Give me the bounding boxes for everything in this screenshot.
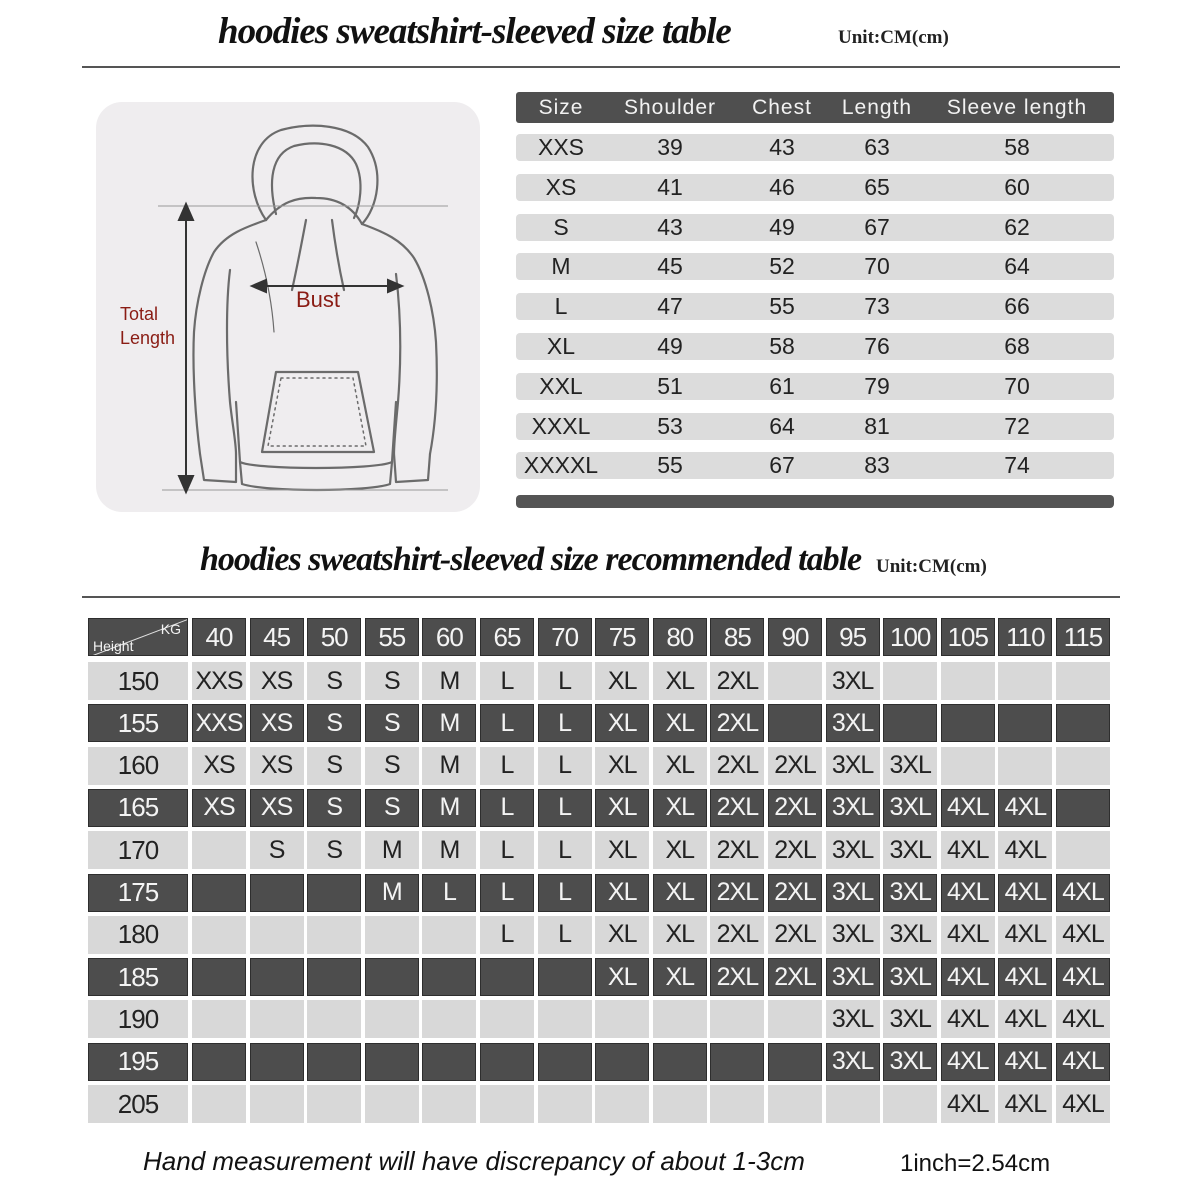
cell-chest: 43 [769, 134, 795, 160]
cell-chest: 64 [769, 412, 795, 439]
size-cell [192, 958, 246, 996]
cell-chest: 61 [769, 372, 795, 399]
kg-header: 60 [422, 618, 476, 656]
size-cell: XL [595, 704, 649, 742]
table-row [516, 174, 1114, 201]
size-cell [307, 874, 361, 912]
size-cell: M [422, 831, 476, 869]
size-cell [826, 1085, 880, 1123]
height-cell: 160 [88, 747, 188, 785]
size-cell: S [365, 704, 419, 742]
table-row [516, 333, 1114, 360]
size-cell: XL [653, 747, 707, 785]
table-row [516, 293, 1114, 320]
kg-header: 115 [1056, 618, 1110, 656]
size-cell: M [365, 831, 419, 869]
cell-length: 63 [864, 134, 890, 160]
cell-size: XS [545, 173, 577, 200]
size-cell [192, 1043, 246, 1081]
size-cell: 4XL [941, 916, 995, 954]
size-cell [250, 1085, 304, 1123]
size-cell: L [538, 747, 592, 785]
table-corner [88, 618, 188, 656]
size-cell [768, 704, 822, 742]
size-cell [250, 916, 304, 954]
size-cell: 2XL [710, 662, 764, 700]
height-cell: 185 [88, 958, 188, 996]
size-cell: XL [653, 958, 707, 996]
size-cell: 2XL [710, 958, 764, 996]
size-cell: M [365, 874, 419, 912]
size-cell: 2XL [768, 916, 822, 954]
size-cell: 4XL [941, 874, 995, 912]
size-cell: M [422, 747, 476, 785]
height-cell: 195 [88, 1043, 188, 1081]
size-cell: XL [653, 831, 707, 869]
size-cell: L [480, 874, 534, 912]
cell-size: XXXL [531, 412, 591, 439]
size-cell: XL [653, 874, 707, 912]
size-cell: M [422, 789, 476, 827]
size-cell [365, 916, 419, 954]
size-cell: XL [595, 831, 649, 869]
size-cell: L [480, 747, 534, 785]
size-cell: 3XL [826, 662, 880, 700]
cell-length: 73 [864, 293, 890, 320]
kg-header: 105 [941, 618, 995, 656]
size-cell: XS [192, 747, 246, 785]
cell-shoulder: 41 [657, 173, 683, 200]
size-cell [998, 662, 1052, 700]
header-size: Size [538, 95, 584, 119]
size-cell: 4XL [1056, 1043, 1110, 1081]
size-cell: S [307, 704, 361, 742]
size-cell: L [422, 874, 476, 912]
kg-header: 75 [595, 618, 649, 656]
size-cell: 4XL [998, 1085, 1052, 1123]
size-cell: 3XL [826, 958, 880, 996]
size-cell: 4XL [1056, 874, 1110, 912]
size-cell: S [250, 831, 304, 869]
size-cell: L [480, 662, 534, 700]
cell-sleeve-length: 68 [1004, 333, 1030, 359]
size-cell [480, 958, 534, 996]
size-cell: XS [250, 662, 304, 700]
size-cell: XS [250, 747, 304, 785]
size-cell: 3XL [883, 1043, 937, 1081]
cell-shoulder: 45 [657, 253, 683, 280]
height-cell: 155 [88, 704, 188, 742]
size-cell [192, 874, 246, 912]
size-cell: 3XL [826, 831, 880, 869]
size-cell [307, 916, 361, 954]
size-cell [595, 1000, 649, 1038]
cell-chest: 52 [769, 253, 795, 280]
size-cell: L [480, 831, 534, 869]
size-table-header [516, 92, 1114, 123]
size-cell [422, 1000, 476, 1038]
size-cell [422, 1085, 476, 1123]
size-cell [538, 1000, 592, 1038]
size-cell [883, 662, 937, 700]
size-cell: S [307, 789, 361, 827]
size-cell [1056, 831, 1110, 869]
size-cell: 4XL [998, 1000, 1052, 1038]
size-cell [192, 831, 246, 869]
size-cell: 3XL [883, 916, 937, 954]
size-cell: L [538, 662, 592, 700]
size-cell: XS [192, 789, 246, 827]
size-cell [307, 1000, 361, 1038]
table-row [516, 373, 1114, 400]
height-cell: 150 [88, 662, 188, 700]
cell-sleeve-length: 60 [1004, 173, 1030, 200]
size-cell [595, 1043, 649, 1081]
total-length-label-line1: Total [120, 304, 159, 324]
size-cell [595, 1085, 649, 1123]
size-cell: S [365, 789, 419, 827]
size-cell [538, 1043, 592, 1081]
size-cell [998, 747, 1052, 785]
size-cell: 4XL [998, 916, 1052, 954]
divider [82, 66, 1120, 68]
cell-length: 76 [864, 333, 890, 359]
size-cell: XXS [192, 704, 246, 742]
cell-sleeve-length: 58 [1004, 134, 1030, 160]
size-cell: XS [250, 789, 304, 827]
size-cell: XL [653, 704, 707, 742]
size-cell: 4XL [998, 831, 1052, 869]
size-cell: XL [595, 747, 649, 785]
size-cell: 3XL [826, 1000, 880, 1038]
cell-sleeve-length: 66 [1004, 293, 1030, 320]
inch-conversion: 1inch=2.54cm [900, 1150, 1051, 1177]
size-cell: 2XL [710, 831, 764, 869]
cell-shoulder: 39 [657, 134, 683, 160]
size-cell: 4XL [1056, 1085, 1110, 1123]
size-cell [422, 916, 476, 954]
size-cell: XL [653, 916, 707, 954]
size-cell: 2XL [710, 789, 764, 827]
cell-chest: 67 [769, 452, 795, 479]
size-cell: L [480, 704, 534, 742]
size-cell: 2XL [710, 916, 764, 954]
table-row [516, 134, 1114, 161]
kg-header: 40 [192, 618, 246, 656]
kg-header: 110 [998, 618, 1052, 656]
size-cell [710, 1000, 764, 1038]
table-row [516, 413, 1114, 440]
size-cell: 4XL [1056, 958, 1110, 996]
cell-sleeve-length: 74 [1004, 452, 1030, 479]
kg-header: 50 [307, 618, 361, 656]
size-cell: S [365, 662, 419, 700]
size-cell: M [422, 704, 476, 742]
size-cell: XS [250, 704, 304, 742]
cell-sleeve-length: 62 [1004, 213, 1030, 240]
height-cell: 180 [88, 916, 188, 954]
cell-shoulder: 49 [657, 333, 683, 359]
size-cell: 4XL [1056, 916, 1110, 954]
cell-sleeve-length: 72 [1004, 412, 1030, 439]
cell-size: XL [546, 333, 576, 359]
size-cell: XL [595, 662, 649, 700]
size-cell [941, 704, 995, 742]
size-cell: 3XL [883, 958, 937, 996]
size-cell: 4XL [998, 958, 1052, 996]
total-length-label-line2: Length [120, 328, 176, 348]
size-cell [480, 1000, 534, 1038]
size-cell [653, 1000, 707, 1038]
kg-header: 90 [768, 618, 822, 656]
size-cell [653, 1085, 707, 1123]
size-cell: 4XL [941, 1043, 995, 1081]
size-cell [192, 1000, 246, 1038]
size-cell: S [307, 831, 361, 869]
size-cell: XXS [192, 662, 246, 700]
size-cell [941, 662, 995, 700]
size-cell: XL [653, 662, 707, 700]
size-cell [192, 1085, 246, 1123]
size-cell: 3XL [883, 1000, 937, 1038]
size-cell [653, 1043, 707, 1081]
size-cell: 2XL [710, 704, 764, 742]
size-cell: 4XL [998, 874, 1052, 912]
recommend-table-title: hoodies sweatshirt-sleeved size recommended table [200, 541, 862, 578]
size-cell: L [480, 916, 534, 954]
size-cell: L [538, 916, 592, 954]
size-table-title: hoodies sweatshirt-sleeved size table [218, 11, 731, 52]
height-cell: 165 [88, 789, 188, 827]
header-length: Length [841, 95, 913, 119]
cell-length: 67 [864, 213, 890, 240]
size-cell: 2XL [710, 874, 764, 912]
cell-length: 83 [864, 452, 890, 479]
hoodie-illustration-panel [96, 102, 480, 512]
size-cell [768, 1043, 822, 1081]
kg-label: KG [160, 621, 181, 637]
size-cell [768, 1000, 822, 1038]
cell-chest: 58 [769, 333, 795, 359]
size-cell [250, 874, 304, 912]
table-row [516, 253, 1114, 280]
height-label: Height [93, 638, 134, 654]
cell-shoulder: 53 [657, 412, 683, 439]
size-cell: 4XL [1056, 1000, 1110, 1038]
size-cell: L [480, 789, 534, 827]
size-cell: XL [595, 916, 649, 954]
cell-size: L [554, 293, 568, 320]
size-cell: 3XL [826, 747, 880, 785]
cell-size: XXS [537, 134, 585, 160]
cell-length: 65 [864, 173, 890, 200]
kg-header: 85 [710, 618, 764, 656]
cell-chest: 46 [769, 173, 795, 200]
size-cell [768, 662, 822, 700]
size-cell: 4XL [941, 831, 995, 869]
cell-chest: 49 [769, 213, 795, 240]
size-cell: 2XL [768, 789, 822, 827]
kg-header: 65 [480, 618, 534, 656]
size-cell [710, 1043, 764, 1081]
height-cell: 205 [88, 1085, 188, 1123]
size-cell: XL [595, 958, 649, 996]
cell-length: 79 [864, 372, 890, 399]
size-cell: XL [595, 874, 649, 912]
header-sleeve-length: Sleeve length [946, 95, 1088, 119]
header-chest: Chest [752, 95, 812, 119]
recommend-table-unit: Unit:CM(cm) [876, 556, 987, 577]
cell-shoulder: 47 [657, 293, 683, 320]
size-cell [480, 1043, 534, 1081]
cell-size: S [553, 213, 569, 240]
cell-length: 70 [864, 253, 890, 280]
size-cell: 3XL [883, 747, 937, 785]
size-cell: 2XL [768, 958, 822, 996]
size-cell: S [307, 662, 361, 700]
size-cell [538, 958, 592, 996]
size-cell: 4XL [941, 1085, 995, 1123]
kg-header: 70 [538, 618, 592, 656]
size-cell: XL [653, 789, 707, 827]
size-cell [422, 1043, 476, 1081]
size-cell: 4XL [941, 789, 995, 827]
size-cell [998, 704, 1052, 742]
size-cell [307, 1085, 361, 1123]
size-cell: 2XL [768, 831, 822, 869]
cell-sleeve-length: 70 [1004, 372, 1030, 399]
size-cell: M [422, 662, 476, 700]
cell-size: XXXXL [523, 452, 599, 479]
height-cell: 175 [88, 874, 188, 912]
size-cell: 2XL [710, 747, 764, 785]
size-cell: L [538, 831, 592, 869]
size-cell: 2XL [768, 747, 822, 785]
size-cell: S [307, 747, 361, 785]
size-cell [1056, 747, 1110, 785]
size-table-unit: Unit:CM(cm) [838, 27, 949, 48]
divider [82, 596, 1120, 598]
size-cell: L [538, 704, 592, 742]
size-cell: 3XL [826, 1043, 880, 1081]
size-cell [538, 1085, 592, 1123]
size-cell [365, 1085, 419, 1123]
size-cell [192, 916, 246, 954]
cell-size: XXL [539, 372, 583, 399]
size-cell: 3XL [826, 704, 880, 742]
size-cell [883, 704, 937, 742]
size-cell [883, 1085, 937, 1123]
size-cell: 2XL [768, 874, 822, 912]
cell-size: M [551, 253, 571, 280]
size-cell [250, 1000, 304, 1038]
size-cell [941, 747, 995, 785]
size-cell [480, 1085, 534, 1123]
kg-header: 45 [250, 618, 304, 656]
header-shoulder: Shoulder [623, 95, 717, 119]
height-cell: 170 [88, 831, 188, 869]
kg-header: 80 [653, 618, 707, 656]
size-cell [422, 958, 476, 996]
size-cell: 3XL [826, 874, 880, 912]
size-cell [1056, 789, 1110, 827]
size-cell [710, 1085, 764, 1123]
size-cell [250, 1043, 304, 1081]
measurement-note: Hand measurement will have discrepancy of about 1-3cm [143, 1146, 805, 1176]
size-cell [250, 958, 304, 996]
size-cell: S [365, 747, 419, 785]
size-cell: XL [595, 789, 649, 827]
size-cell: 4XL [941, 958, 995, 996]
size-cell [307, 958, 361, 996]
size-cell: 3XL [883, 789, 937, 827]
cell-length: 81 [864, 412, 890, 439]
cell-sleeve-length: 64 [1004, 253, 1030, 280]
size-cell [365, 1043, 419, 1081]
size-cell [1056, 662, 1110, 700]
bust-label: Bust [296, 287, 341, 312]
kg-header: 55 [365, 618, 419, 656]
size-cell [307, 1043, 361, 1081]
size-cell: 4XL [998, 1043, 1052, 1081]
table-footer-bar [516, 495, 1114, 508]
table-row [516, 214, 1114, 241]
size-cell: 3XL [826, 916, 880, 954]
size-cell [1056, 704, 1110, 742]
size-cell [365, 958, 419, 996]
size-cell: L [538, 789, 592, 827]
size-cell: 4XL [998, 789, 1052, 827]
cell-shoulder: 55 [657, 452, 683, 479]
cell-shoulder: 51 [657, 372, 683, 399]
size-cell [768, 1085, 822, 1123]
size-cell [365, 1000, 419, 1038]
kg-header: 100 [883, 618, 937, 656]
size-cell: 3XL [883, 874, 937, 912]
size-cell: 3XL [883, 831, 937, 869]
height-cell: 190 [88, 1000, 188, 1038]
kg-header: 95 [826, 618, 880, 656]
cell-shoulder: 43 [657, 213, 683, 240]
cell-chest: 55 [769, 293, 795, 320]
size-cell: 4XL [941, 1000, 995, 1038]
size-cell: L [538, 874, 592, 912]
size-cell: 3XL [826, 789, 880, 827]
table-row [516, 452, 1114, 479]
